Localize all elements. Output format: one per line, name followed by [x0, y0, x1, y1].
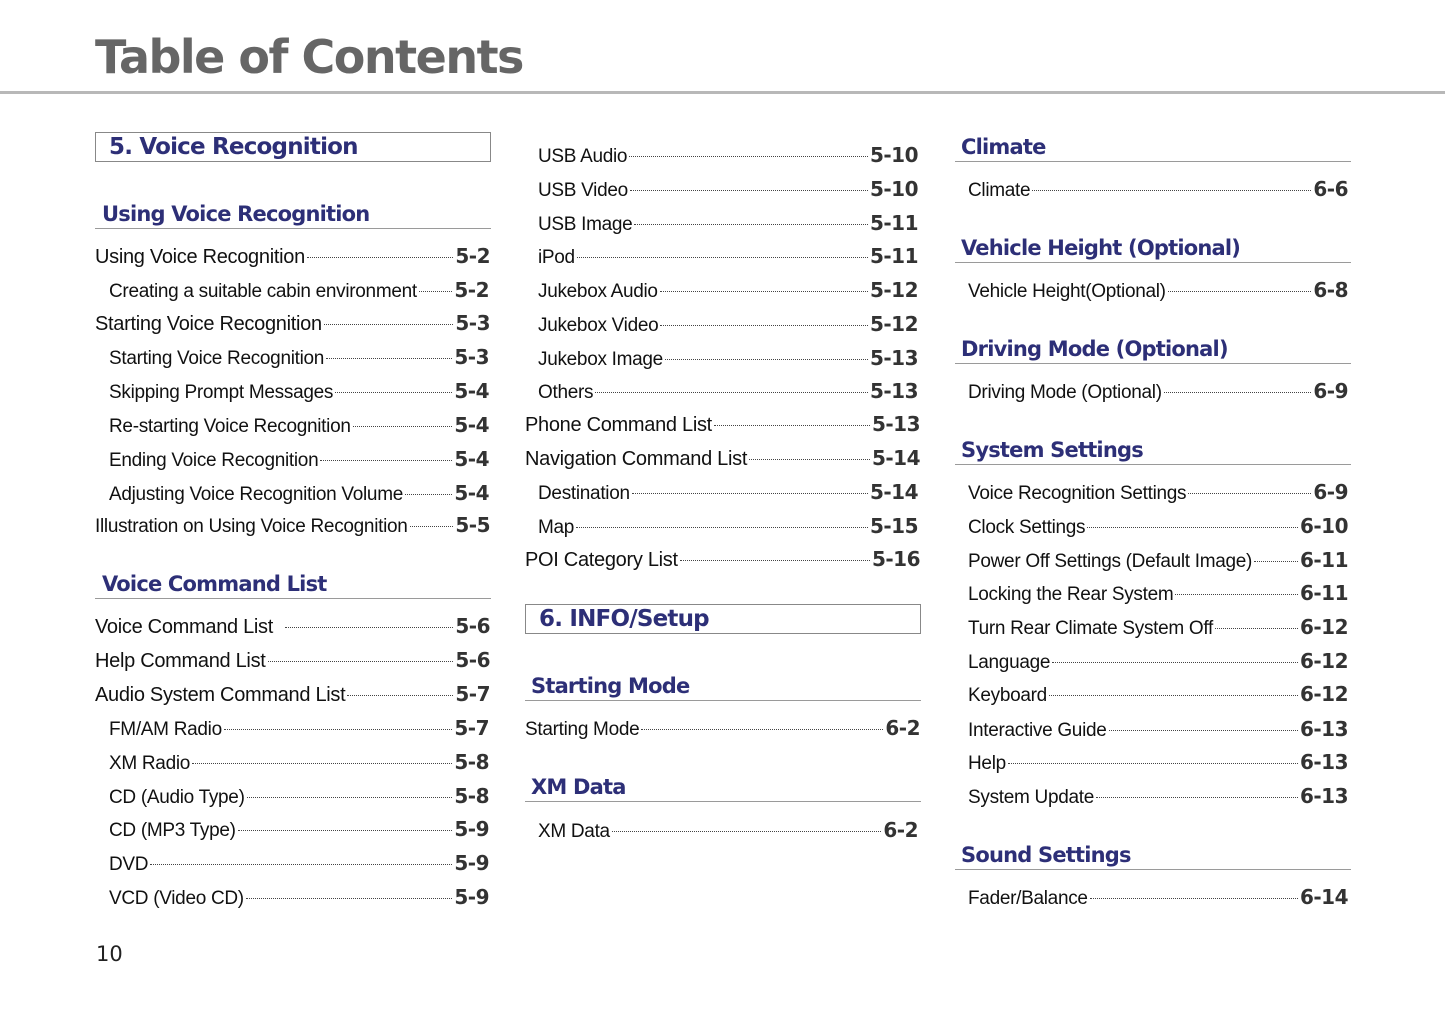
entry-label: Help — [968, 753, 1006, 774]
dot-leader — [1049, 695, 1298, 696]
dot-leader — [680, 560, 870, 561]
entry-label: USB Video — [538, 180, 628, 201]
toc-entry[interactable] — [525, 411, 920, 437]
entry-label: Fader/Balance — [968, 888, 1088, 909]
section-starting-mode: Starting Mode — [525, 671, 921, 701]
toc-entry[interactable] — [968, 176, 1348, 202]
title-divider — [0, 91, 1445, 94]
entry-page: 5-9 — [454, 817, 489, 841]
dot-leader — [660, 291, 868, 292]
entry-page: 5-6 — [455, 648, 490, 672]
toc-entry[interactable] — [95, 243, 490, 269]
entry-page: 5-12 — [869, 312, 918, 336]
entry-page: 5-9 — [454, 885, 489, 909]
dot-leader — [405, 494, 452, 495]
toc-entry[interactable] — [109, 344, 489, 370]
entry-page: 5-3 — [455, 311, 490, 335]
toc-entry[interactable] — [109, 277, 489, 303]
entry-page: 5-11 — [869, 211, 918, 235]
entry-label: DVD — [109, 854, 149, 875]
entry-page: 6-2 — [885, 716, 920, 740]
entry-page: 6-11 — [1299, 581, 1348, 605]
entry-label: Starting Voice Recognition — [109, 348, 325, 369]
toc-entry[interactable] — [95, 647, 490, 673]
toc-entry[interactable] — [109, 884, 489, 910]
entry-label: Climate — [968, 180, 1031, 201]
entry-page: 6-8 — [1313, 278, 1348, 302]
entry-page: 5-10 — [869, 143, 918, 167]
section-xm-data: XM Data — [525, 772, 921, 802]
entry-label: Skipping Prompt Messages — [109, 382, 334, 403]
entry-label: Starting Mode — [525, 719, 640, 740]
toc-entry[interactable] — [968, 580, 1348, 606]
dot-leader — [1087, 527, 1298, 528]
entry-label: Ending Voice Recognition — [109, 450, 319, 471]
entry-page: 5-4 — [454, 413, 489, 437]
entry-label: POI Category List — [525, 549, 678, 571]
entry-page: 5-4 — [454, 447, 489, 471]
toc-entry[interactable] — [109, 715, 489, 741]
entry-label: Re-starting Voice Recognition — [109, 416, 351, 437]
entry-page: 5-14 — [869, 480, 918, 504]
toc-entry[interactable] — [968, 479, 1348, 505]
dot-leader — [246, 898, 453, 899]
entry-page: 5-13 — [869, 346, 918, 370]
dot-leader — [632, 493, 868, 494]
toc-entry[interactable] — [538, 142, 918, 168]
toc-entry[interactable] — [109, 749, 489, 775]
dot-leader — [347, 695, 453, 696]
section-using-voice-recognition: Using Voice Recognition — [95, 199, 491, 229]
page-number: 10 — [96, 942, 123, 966]
entry-page: 5-12 — [869, 278, 918, 302]
dot-leader — [1164, 392, 1312, 393]
toc-entry[interactable] — [968, 513, 1348, 539]
entry-label: Jukebox Audio — [538, 281, 658, 302]
entry-page: 6-2 — [883, 818, 918, 842]
dot-leader — [577, 257, 868, 258]
dot-leader — [335, 392, 452, 393]
entry-page: 6-10 — [1299, 514, 1348, 538]
entry-label: Jukebox Video — [538, 315, 659, 336]
chapter-6-heading: 6. INFO/Setup — [525, 604, 921, 634]
toc-entry[interactable] — [968, 277, 1348, 303]
dot-leader — [641, 729, 883, 730]
dot-leader — [595, 392, 868, 393]
dot-leader — [1168, 291, 1312, 292]
dot-leader — [630, 190, 868, 191]
toc-entry[interactable] — [525, 546, 920, 572]
toc-entry[interactable] — [968, 378, 1348, 404]
entry-label: Driving Mode (Optional) — [968, 382, 1162, 403]
dot-leader — [285, 627, 453, 628]
dot-leader — [665, 359, 868, 360]
dot-leader — [1052, 662, 1298, 663]
page-title: Table of Contents — [95, 30, 523, 84]
dot-leader — [660, 325, 868, 326]
entry-label: USB Audio — [538, 146, 628, 167]
toc-entry[interactable] — [538, 479, 918, 505]
entry-page: 5-10 — [869, 177, 918, 201]
section-voice-command-list: Voice Command List — [95, 569, 491, 599]
section-vehicle-height: Vehicle Height (Optional) — [955, 233, 1351, 263]
entry-page: 5-11 — [869, 244, 918, 268]
dot-leader — [1008, 763, 1298, 764]
dot-leader — [1175, 594, 1298, 595]
toc-entry[interactable] — [968, 884, 1348, 910]
dot-leader — [224, 729, 453, 730]
toc-entry[interactable] — [538, 513, 918, 539]
entry-page: 5-14 — [871, 446, 920, 470]
entry-page: 5-7 — [454, 716, 489, 740]
chapter-5-heading: 5. Voice Recognition — [95, 132, 491, 162]
entry-label: Vehicle Height(Optional) — [968, 281, 1166, 302]
entry-label: Using Voice Recognition — [95, 246, 305, 268]
entry-label: Interactive Guide — [968, 720, 1107, 741]
dot-leader — [612, 831, 882, 832]
entry-page: 5-13 — [871, 412, 920, 436]
section-sound-settings: Sound Settings — [955, 840, 1351, 870]
entry-label: Voice Command List — [95, 616, 274, 638]
dot-leader — [353, 426, 453, 427]
toc-entry[interactable] — [525, 715, 920, 741]
dot-leader — [307, 257, 453, 258]
toc-entry[interactable] — [968, 783, 1348, 809]
toc-entry[interactable] — [968, 547, 1348, 573]
toc-entry[interactable] — [525, 445, 920, 471]
toc-entry[interactable] — [538, 277, 918, 303]
entry-label: Adjusting Voice Recognition Volume — [109, 484, 403, 505]
entry-page: 5-5 — [455, 513, 490, 537]
dot-leader — [150, 864, 452, 865]
entry-label: CD (MP3 Type) — [109, 820, 236, 841]
entry-label: Locking the Rear System — [968, 584, 1174, 605]
section-driving-mode: Driving Mode (Optional) — [955, 334, 1351, 364]
entry-label: Destination — [538, 483, 630, 504]
dot-leader — [320, 460, 452, 461]
entry-page: 6-12 — [1299, 615, 1348, 639]
entry-label: Illustration on Using Voice Recognition — [95, 516, 408, 537]
dot-leader — [1254, 561, 1298, 562]
toc-entry[interactable] — [538, 311, 918, 337]
dot-leader — [326, 358, 452, 359]
dot-leader — [1096, 797, 1298, 798]
dot-leader — [419, 291, 452, 292]
entry-label: iPod — [538, 247, 575, 268]
entry-label: Creating a suitable cabin environment — [109, 281, 417, 302]
toc-entry[interactable] — [538, 176, 918, 202]
entry-label: Turn Rear Climate System Off — [968, 618, 1214, 639]
toc-entry[interactable] — [95, 613, 490, 639]
dot-leader — [634, 224, 867, 225]
toc-entry[interactable] — [109, 446, 489, 472]
dot-leader — [1032, 190, 1311, 191]
toc-entry[interactable] — [109, 480, 489, 506]
entry-page: 6-11 — [1299, 548, 1348, 572]
entry-label: Clock Settings — [968, 517, 1086, 538]
entry-label: CD (Audio Type) — [109, 787, 245, 808]
dot-leader — [1090, 898, 1298, 899]
entry-page: 6-13 — [1299, 750, 1348, 774]
entry-page: 5-16 — [871, 547, 920, 571]
entry-label: Power Off Settings (Default Image) — [968, 551, 1253, 572]
toc-entry[interactable] — [968, 648, 1348, 674]
entry-label: System Update — [968, 787, 1094, 808]
entry-page: 5-4 — [454, 481, 489, 505]
entry-label: XM Data — [538, 821, 610, 842]
entry-page: 5-6 — [455, 614, 490, 638]
toc-entry[interactable] — [109, 850, 489, 876]
toc-entry[interactable] — [109, 412, 489, 438]
entry-label: Starting Voice Recognition — [95, 313, 322, 335]
entry-label: Voice Recognition Settings — [968, 483, 1187, 504]
dot-leader — [576, 527, 868, 528]
toc-entry[interactable] — [95, 310, 490, 336]
toc-entry[interactable] — [538, 345, 918, 371]
section-climate: Climate — [955, 132, 1351, 162]
entry-label: Audio System Command List — [95, 684, 346, 706]
entry-page: 5-2 — [455, 244, 490, 268]
entry-label: FM/AM Radio — [109, 719, 222, 740]
dot-leader — [1215, 628, 1298, 629]
section-system-settings: System Settings — [955, 435, 1351, 465]
entry-page: 5-4 — [454, 379, 489, 403]
toc-entry[interactable] — [538, 243, 918, 269]
entry-page: 5-15 — [869, 514, 918, 538]
entry-label: Map — [538, 517, 575, 538]
entry-label: Others — [538, 382, 594, 403]
dot-leader — [629, 156, 868, 157]
entry-page: 6-9 — [1313, 480, 1348, 504]
entry-page: 5-8 — [454, 784, 489, 808]
dot-leader — [714, 425, 870, 426]
entry-label: XM Radio — [109, 753, 191, 774]
entry-page: 5-8 — [454, 750, 489, 774]
entry-page: 6-13 — [1299, 784, 1348, 808]
toc-entry[interactable] — [968, 749, 1348, 775]
toc-entry[interactable] — [95, 512, 490, 538]
dot-leader — [192, 763, 452, 764]
dot-leader — [749, 459, 870, 460]
entry-page: 5-3 — [454, 345, 489, 369]
dot-leader — [410, 526, 454, 527]
dot-leader — [1188, 493, 1311, 494]
entry-page: 6-14 — [1299, 885, 1348, 909]
toc-entry[interactable] — [109, 783, 489, 809]
entry-page: 5-13 — [869, 379, 918, 403]
entry-page: 6-6 — [1313, 177, 1348, 201]
entry-label: Language — [968, 652, 1051, 673]
toc-entry[interactable] — [95, 681, 490, 707]
entry-page: 6-13 — [1299, 717, 1348, 741]
toc-entry[interactable] — [109, 378, 489, 404]
entry-label: Jukebox Image — [538, 349, 663, 370]
toc-entry[interactable] — [538, 817, 918, 843]
entry-page: 6-9 — [1313, 379, 1348, 403]
dot-leader — [324, 324, 454, 325]
toc-entry[interactable] — [538, 210, 918, 236]
dot-leader — [238, 830, 453, 831]
toc-entry[interactable] — [538, 378, 918, 404]
entry-label: USB Image — [538, 214, 633, 235]
entry-page: 6-12 — [1299, 682, 1348, 706]
toc-entry[interactable] — [968, 716, 1348, 742]
entry-page: 5-2 — [454, 278, 489, 302]
toc-entry[interactable] — [968, 681, 1348, 707]
entry-label: VCD (Video CD) — [109, 888, 244, 909]
dot-leader — [247, 797, 453, 798]
entry-label: Help Command List — [95, 650, 266, 672]
entry-page: 6-12 — [1299, 649, 1348, 673]
entry-label: Phone Command List — [525, 414, 712, 436]
toc-entry[interactable] — [968, 614, 1348, 640]
dot-leader — [268, 661, 454, 662]
entry-page: 5-9 — [454, 851, 489, 875]
entry-label: Keyboard — [968, 685, 1047, 706]
toc-entry[interactable] — [109, 816, 489, 842]
dot-leader — [1109, 730, 1298, 731]
entry-page: 5-7 — [455, 682, 490, 706]
entry-label: Navigation Command List — [525, 448, 748, 470]
